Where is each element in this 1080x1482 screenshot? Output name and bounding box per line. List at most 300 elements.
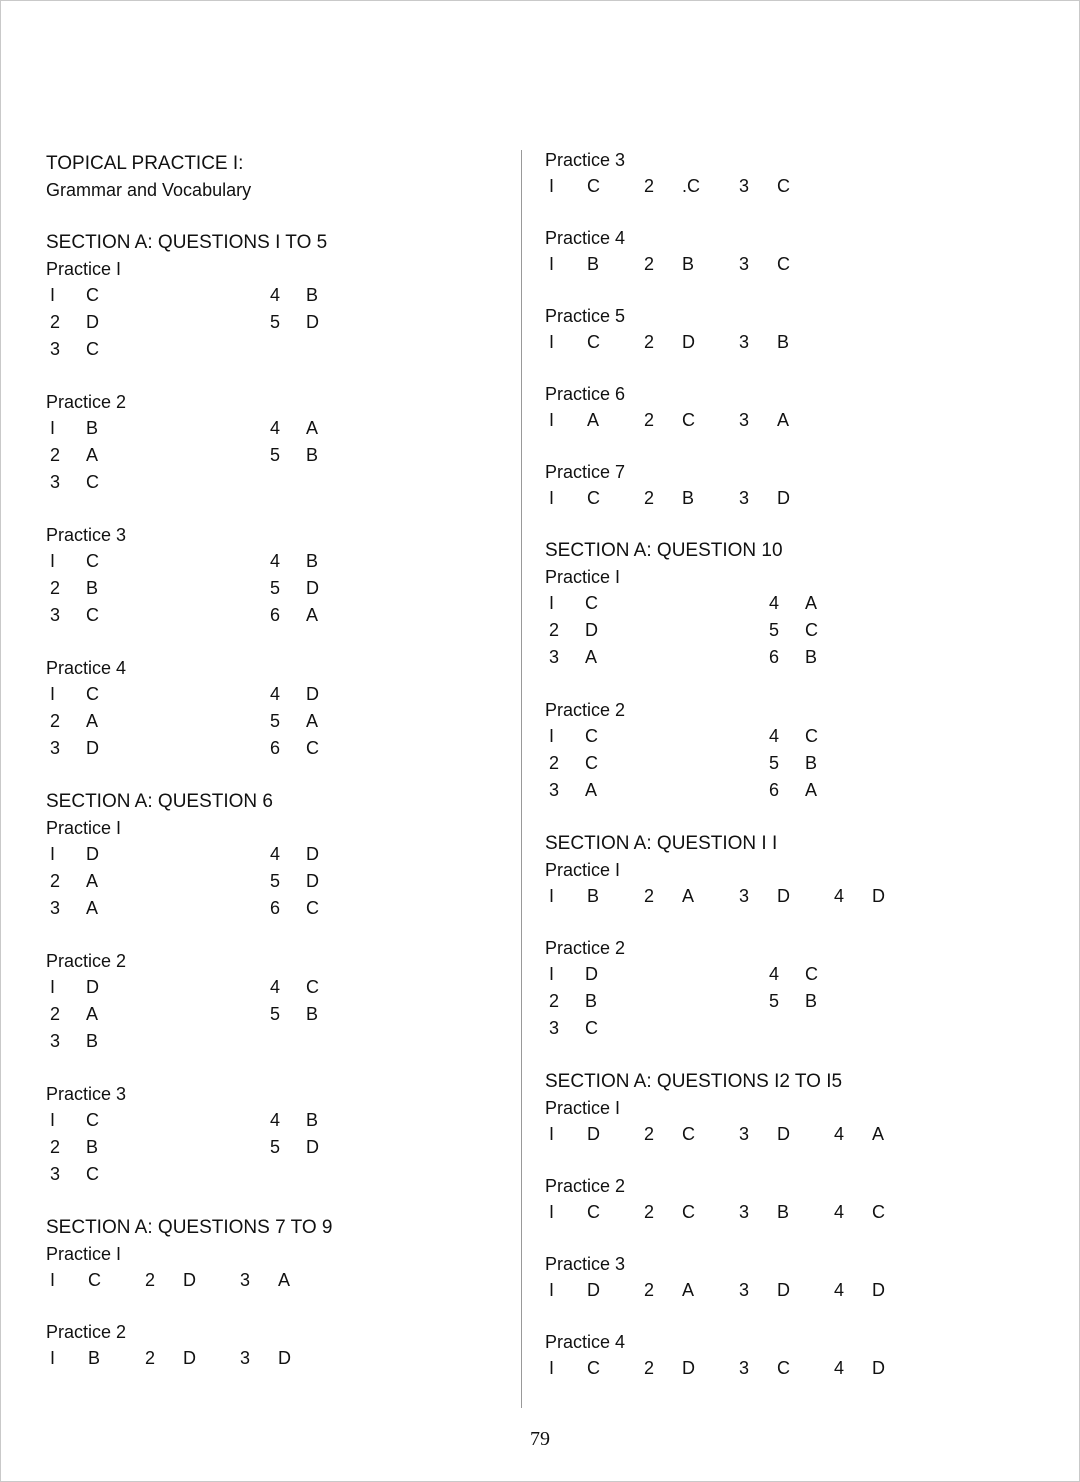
question-number: 3 (739, 176, 750, 196)
answer-letter: B (585, 991, 598, 1011)
answer-item (545, 883, 640, 909)
answer-item (830, 1277, 925, 1303)
answer-item (46, 575, 266, 602)
answer-item (545, 1277, 640, 1303)
question-number: 3 (50, 339, 61, 359)
answer-item (46, 841, 266, 868)
practice-title: Practice I (545, 1098, 621, 1118)
answer-letter: C (587, 488, 600, 508)
answer-item (735, 1277, 830, 1303)
answer-letter: D (777, 1124, 790, 1144)
practice-title: Practice I (46, 818, 122, 838)
question-number: 2 (50, 711, 61, 731)
question-number: 3 (739, 1202, 750, 1222)
answer-item (141, 1267, 236, 1293)
answer-item (640, 1199, 735, 1225)
section-title: SECTION A: QUESTIONS I2 TO I5 (545, 1071, 843, 1092)
question-number: I (50, 285, 56, 305)
section-title: SECTION A: QUESTION 6 (46, 791, 273, 812)
answer-item (545, 988, 765, 1015)
answer-item (545, 407, 640, 433)
answer-letter: C (587, 1358, 600, 1378)
question-number: 2 (644, 410, 655, 430)
question-number: 2 (549, 753, 560, 773)
answer-letter: C (805, 620, 818, 640)
answer-letter (306, 1161, 346, 1188)
question-number: 2 (145, 1270, 156, 1290)
practice-title: Practice 2 (545, 1176, 626, 1196)
answer-item (545, 961, 765, 988)
answer-item (735, 251, 830, 277)
question-number: I (549, 886, 555, 906)
question-number: 3 (739, 488, 750, 508)
question-number: 4 (834, 886, 845, 906)
answer-item (266, 974, 366, 1001)
answer-grid (46, 974, 486, 1055)
answer-item (46, 442, 266, 469)
answer-item (765, 617, 865, 644)
question-number: 5 (270, 578, 281, 598)
answer-item (640, 407, 735, 433)
question-number: 5 (769, 991, 780, 1011)
right-column (545, 147, 1025, 1381)
answer-letter: D (183, 1348, 196, 1368)
answer-letter: A (86, 445, 99, 465)
question-number: I (549, 254, 555, 274)
question-number: 5 (769, 753, 780, 773)
answer-letter: B (805, 647, 818, 667)
question-number: 3 (50, 1164, 61, 1184)
question-number: I (549, 1358, 555, 1378)
question-number: 5 (769, 620, 780, 640)
question-number: 2 (644, 176, 655, 196)
answer-letter: D (872, 1280, 885, 1300)
answer-letter: C (585, 726, 598, 746)
question-number: 4 (834, 1202, 845, 1222)
question-number: I (50, 551, 56, 571)
answer-row (545, 1277, 1025, 1303)
answer-letter: A (306, 418, 319, 438)
answer-grid (46, 282, 486, 363)
section-title: SECTION A: QUESTION 10 (545, 540, 783, 561)
answer-letter: D (682, 332, 695, 352)
answer-item (545, 173, 640, 199)
practice-title: Practice 3 (545, 1254, 626, 1274)
answer-item (266, 442, 366, 469)
answer-letter: A (86, 898, 99, 918)
answer-row (545, 251, 1025, 277)
question-number: 2 (549, 991, 560, 1011)
answer-item (266, 895, 366, 922)
question-number: 3 (739, 254, 750, 274)
answer-item (266, 602, 366, 629)
section-title: SECTION A: QUESTIONS I TO 5 (46, 232, 328, 253)
answer-letter: C (306, 977, 319, 997)
question-number: 2 (50, 871, 61, 891)
answer-item (46, 1267, 141, 1293)
question-number: 5 (270, 1004, 281, 1024)
answer-item (735, 173, 830, 199)
answer-item (765, 1015, 865, 1042)
answer-letter: C (86, 285, 99, 305)
question-number: 6 (769, 647, 780, 667)
question-number: 6 (769, 780, 780, 800)
answer-item (266, 282, 366, 309)
answer-item (830, 1199, 925, 1225)
answer-letter: B (86, 1137, 99, 1157)
answer-letter: D (306, 578, 319, 598)
question-number (765, 1015, 805, 1042)
answer-letter (306, 336, 346, 363)
question-number: 3 (739, 1358, 750, 1378)
answer-row (46, 1345, 486, 1371)
answer-item (236, 1345, 331, 1371)
answer-item (46, 1134, 266, 1161)
question-number: 2 (644, 1280, 655, 1300)
practice-title: Practice 3 (545, 150, 626, 170)
question-number: 2 (549, 620, 560, 640)
answer-letter: .C (682, 176, 700, 196)
answer-row (545, 485, 1025, 511)
question-number: 4 (834, 1358, 845, 1378)
question-number: 2 (644, 488, 655, 508)
question-number: 4 (834, 1280, 845, 1300)
answer-letter: A (585, 647, 598, 667)
answer-row (545, 883, 1025, 909)
practice-title: Practice I (545, 860, 621, 880)
practice-title: Practice 4 (545, 228, 626, 248)
question-number: I (549, 176, 555, 196)
answer-item (266, 1028, 366, 1055)
question-number: 4 (270, 551, 281, 571)
question-number: 3 (739, 886, 750, 906)
question-number: 2 (644, 886, 655, 906)
answer-item (830, 1121, 925, 1147)
answer-letter: C (805, 726, 818, 746)
answer-letter: D (872, 1358, 885, 1378)
column-divider (521, 150, 522, 1408)
answer-grid (545, 590, 1025, 671)
answer-letter: C (306, 898, 319, 918)
answer-row (545, 1121, 1025, 1147)
answer-letter: A (86, 1004, 99, 1024)
answer-item (46, 282, 266, 309)
answer-letter: A (306, 711, 319, 731)
answer-letter: B (682, 488, 695, 508)
section-title: SECTION A: QUESTIONS 7 TO 9 (46, 1217, 333, 1238)
answer-item (545, 723, 765, 750)
answer-letter: D (278, 1348, 291, 1368)
answer-letter: C (682, 1202, 695, 1222)
answer-letter: C (682, 410, 695, 430)
page-title: TOPICAL PRACTICE I: (46, 153, 244, 174)
answer-letter: D (306, 1137, 319, 1157)
answer-item (545, 1121, 640, 1147)
question-number: 2 (644, 1202, 655, 1222)
answer-item (640, 1121, 735, 1147)
answer-letter: B (306, 1004, 319, 1024)
answer-letter: D (183, 1270, 196, 1290)
answer-letter: B (306, 445, 319, 465)
answer-letter: A (682, 886, 695, 906)
answer-letter: B (86, 1031, 99, 1051)
question-number: 5 (270, 711, 281, 731)
answer-letter: A (805, 593, 818, 613)
question-number: 2 (50, 1004, 61, 1024)
question-number: 6 (270, 605, 281, 625)
answer-item (545, 329, 640, 355)
answer-letter: A (777, 410, 790, 430)
question-number: 3 (739, 332, 750, 352)
answer-letter: B (86, 578, 99, 598)
answer-letter: C (86, 1110, 99, 1130)
question-number: 4 (834, 1124, 845, 1144)
question-number: 2 (644, 1358, 655, 1378)
question-number (266, 1161, 306, 1188)
answer-item (735, 1121, 830, 1147)
question-number (266, 469, 306, 496)
answer-item (266, 575, 366, 602)
question-number: 3 (739, 1124, 750, 1144)
answer-item (765, 988, 865, 1015)
answer-letter: C (585, 593, 598, 613)
answer-item (266, 735, 366, 762)
question-number: I (549, 726, 555, 746)
answer-row (545, 173, 1025, 199)
answer-item (640, 251, 735, 277)
question-number: I (50, 844, 56, 864)
answer-letter: A (585, 780, 598, 800)
question-number: 2 (644, 1124, 655, 1144)
question-number: 3 (549, 780, 560, 800)
question-number: I (549, 1202, 555, 1222)
answer-letter: C (777, 254, 790, 274)
question-number: 4 (270, 418, 281, 438)
answer-item (46, 602, 266, 629)
page-number: 79 (530, 1428, 550, 1450)
answer-letter: C (585, 753, 598, 773)
question-number: 4 (270, 1110, 281, 1130)
answer-item (46, 1107, 266, 1134)
answer-item (46, 309, 266, 336)
answer-letter: A (86, 871, 99, 891)
question-number: 3 (549, 1018, 560, 1038)
question-number: 3 (50, 898, 61, 918)
answer-item (266, 1161, 366, 1188)
answer-item (46, 1345, 141, 1371)
question-number: 4 (270, 684, 281, 704)
answer-item (640, 883, 735, 909)
answer-letter (805, 1015, 845, 1042)
answer-row (545, 329, 1025, 355)
practice-title: Practice 2 (46, 951, 127, 971)
question-number: I (50, 418, 56, 438)
answer-letter: A (306, 605, 319, 625)
answer-item (46, 974, 266, 1001)
answer-item (46, 336, 266, 363)
answer-letter: B (587, 254, 600, 274)
answer-item (46, 735, 266, 762)
answer-letter: D (587, 1124, 600, 1144)
answer-row (545, 1199, 1025, 1225)
question-number: 5 (270, 1137, 281, 1157)
answer-letter: D (585, 964, 598, 984)
answer-item (735, 883, 830, 909)
answer-item (545, 1015, 765, 1042)
practice-title: Practice 5 (545, 306, 626, 326)
answer-item (545, 590, 765, 617)
answer-letter: C (86, 684, 99, 704)
question-number: I (50, 684, 56, 704)
answer-letter: B (587, 886, 600, 906)
question-number: 2 (50, 578, 61, 598)
answer-item (735, 1355, 830, 1381)
answer-item (266, 336, 366, 363)
answer-item (545, 617, 765, 644)
answer-item (735, 329, 830, 355)
answer-letter: C (587, 1202, 600, 1222)
question-number: I (549, 410, 555, 430)
answer-letter: C (86, 605, 99, 625)
answer-item (266, 1001, 366, 1028)
question-number: 2 (50, 445, 61, 465)
answer-grid (545, 723, 1025, 804)
answer-item (545, 750, 765, 777)
question-number: 3 (240, 1348, 251, 1368)
section-title: SECTION A: QUESTION I I (545, 833, 778, 854)
answer-item (640, 485, 735, 511)
answer-letter: D (777, 488, 790, 508)
answer-letter: A (86, 711, 99, 731)
answer-item (46, 469, 266, 496)
answer-item (765, 750, 865, 777)
question-number: 2 (644, 254, 655, 274)
answer-item (266, 1107, 366, 1134)
answer-letter: D (682, 1358, 695, 1378)
answer-grid (46, 681, 486, 762)
answer-letter: C (777, 1358, 790, 1378)
practice-title: Practice I (545, 567, 621, 587)
page-subtitle: Grammar and Vocabulary (46, 180, 252, 200)
answer-letter: A (682, 1280, 695, 1300)
answer-item (830, 1355, 925, 1381)
question-number: 5 (270, 312, 281, 332)
answer-letter: D (86, 977, 99, 997)
answer-letter: D (777, 1280, 790, 1300)
practice-title: Practice 3 (46, 525, 127, 545)
answer-letter: C (587, 176, 600, 196)
question-number: I (549, 488, 555, 508)
answer-item (266, 309, 366, 336)
question-number: 4 (769, 726, 780, 746)
answer-letter: A (278, 1270, 291, 1290)
question-number: 6 (270, 898, 281, 918)
question-number: I (50, 1110, 56, 1130)
answer-letter: A (587, 410, 600, 430)
answer-letter: A (805, 780, 818, 800)
answer-item (765, 723, 865, 750)
answer-letter: C (805, 964, 818, 984)
answer-letter: C (872, 1202, 885, 1222)
answer-letter: D (86, 844, 99, 864)
practice-title: Practice 2 (46, 1322, 127, 1342)
answer-item (765, 777, 865, 804)
answer-item (46, 415, 266, 442)
answer-item (735, 1199, 830, 1225)
answer-letter: B (777, 1202, 790, 1222)
question-number: 4 (769, 593, 780, 613)
answer-grid (46, 548, 486, 629)
answer-item (640, 173, 735, 199)
practice-title: Practice 7 (545, 462, 626, 482)
answer-letter (306, 469, 346, 496)
question-number: I (549, 332, 555, 352)
question-number: 2 (644, 332, 655, 352)
question-number (266, 1028, 306, 1055)
answer-item (46, 681, 266, 708)
question-number: 4 (769, 964, 780, 984)
answer-item (735, 407, 830, 433)
answer-letter: B (805, 753, 818, 773)
answer-letter: B (805, 991, 818, 1011)
question-number (266, 336, 306, 363)
answer-item (46, 1001, 266, 1028)
practice-title: Practice 4 (46, 658, 127, 678)
answer-letter: B (682, 254, 695, 274)
answer-item (266, 708, 366, 735)
question-number: I (50, 1348, 56, 1368)
answer-grid (46, 1107, 486, 1188)
answer-letter: D (306, 684, 319, 704)
answer-item (545, 777, 765, 804)
question-number: 2 (50, 312, 61, 332)
answer-item (640, 329, 735, 355)
practice-title: Practice 3 (46, 1084, 127, 1104)
question-number: 3 (549, 647, 560, 667)
question-number: 3 (50, 738, 61, 758)
question-number: 3 (50, 472, 61, 492)
answer-item (46, 708, 266, 735)
answer-item (545, 251, 640, 277)
answer-grid (545, 961, 1025, 1042)
answer-item (46, 1161, 266, 1188)
answer-letter: C (777, 176, 790, 196)
question-number: 4 (270, 977, 281, 997)
answer-item (266, 1134, 366, 1161)
answer-row (545, 407, 1025, 433)
question-number: I (549, 1280, 555, 1300)
question-number: I (50, 1270, 56, 1290)
answer-letter: B (86, 418, 99, 438)
answer-letter: B (306, 285, 319, 305)
left-column (46, 150, 486, 1371)
answer-row (46, 1267, 486, 1293)
answer-letter: D (587, 1280, 600, 1300)
answer-item (141, 1345, 236, 1371)
answer-letter: D (306, 871, 319, 891)
answer-letter: A (872, 1124, 885, 1144)
answer-item (545, 1355, 640, 1381)
answer-item (640, 1277, 735, 1303)
answer-item (266, 681, 366, 708)
question-number: I (50, 977, 56, 997)
question-number: 2 (50, 1137, 61, 1157)
answer-letter (306, 1028, 346, 1055)
answer-item (46, 548, 266, 575)
answer-letter: B (88, 1348, 101, 1368)
practice-title: Practice I (46, 259, 122, 279)
question-number: 3 (240, 1270, 251, 1290)
